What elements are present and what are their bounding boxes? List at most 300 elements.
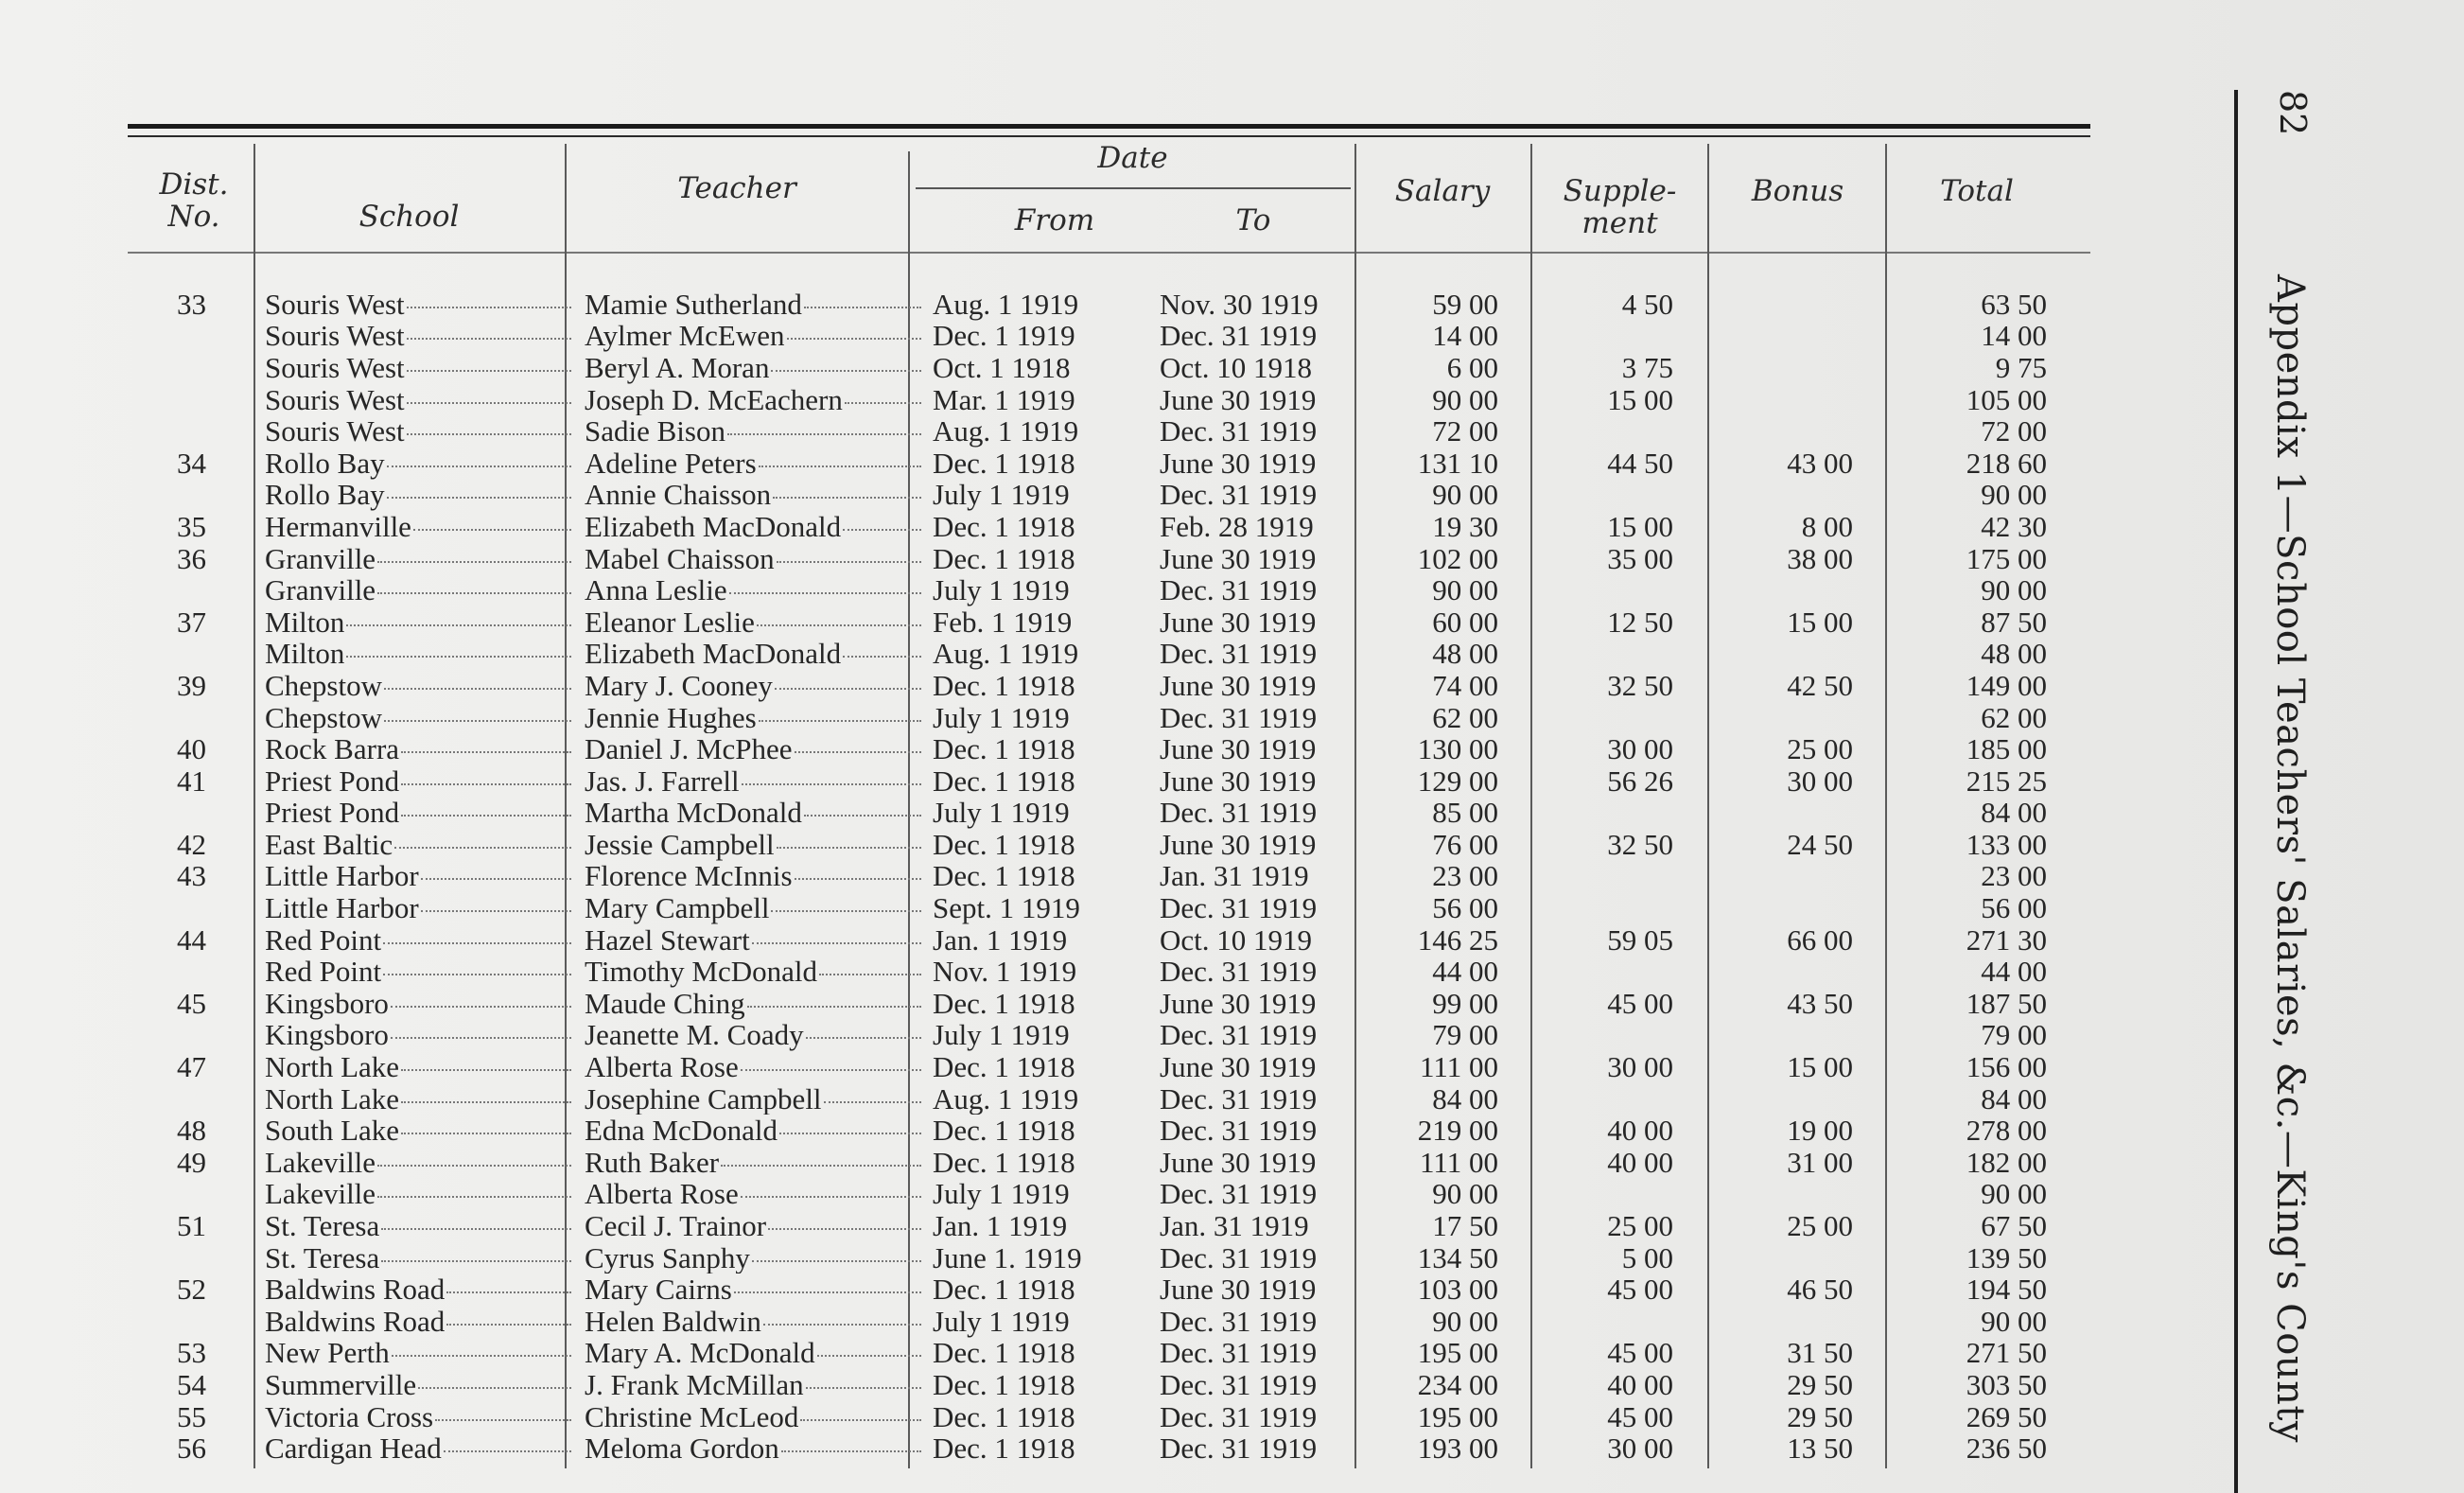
date-to: Nov. 30 1919 bbox=[1160, 289, 1319, 321]
dot-leader bbox=[824, 1099, 921, 1103]
dist-number bbox=[128, 702, 255, 734]
date-from: Oct. 1 1918 bbox=[933, 352, 1071, 384]
dot-leader bbox=[407, 305, 571, 308]
dot-leader bbox=[377, 1163, 571, 1167]
dist-number bbox=[128, 1179, 255, 1211]
bonus-amount: 43 50 bbox=[1787, 988, 1853, 1020]
dist-number: 33 bbox=[177, 289, 206, 321]
table-row bbox=[128, 1369, 2085, 1401]
salary-amount: 72 00 bbox=[1432, 415, 1498, 448]
dot-leader bbox=[387, 464, 571, 467]
teacher-name: Annie Chaisson bbox=[577, 480, 927, 512]
dot-leader bbox=[843, 654, 921, 658]
salary-amount: 23 00 bbox=[1432, 860, 1498, 893]
date-from: July 1 1919 bbox=[933, 797, 1070, 830]
table-row bbox=[128, 639, 2085, 671]
table-row bbox=[128, 1401, 2085, 1433]
teacher-name: Edna McDonald bbox=[577, 1115, 927, 1147]
total-amount: 90 00 bbox=[1981, 1178, 2047, 1211]
supplement-amount: 56 26 bbox=[1607, 764, 1673, 798]
supplement-amount bbox=[1527, 1179, 1702, 1211]
dist-number bbox=[128, 956, 255, 988]
school-name: Chepstow bbox=[255, 670, 577, 702]
dist-number bbox=[128, 1242, 255, 1274]
dot-leader bbox=[806, 1385, 921, 1389]
total-amount: 271 30 bbox=[1966, 923, 2047, 957]
dot-leader bbox=[346, 623, 571, 626]
dot-leader bbox=[779, 1131, 921, 1134]
table-row bbox=[128, 606, 2085, 639]
bonus-amount: 8 00 bbox=[1801, 511, 1853, 543]
bonus-amount: 66 00 bbox=[1787, 923, 1853, 957]
date-from: Jan. 1 1919 bbox=[933, 1210, 1068, 1242]
date-to: Dec. 31 1919 bbox=[1160, 701, 1318, 734]
salary-amount: 90 00 bbox=[1432, 574, 1498, 606]
salary-amount: 90 00 bbox=[1432, 383, 1498, 416]
salary-amount: 14 00 bbox=[1432, 320, 1498, 353]
date-to: Dec. 31 1919 bbox=[1160, 574, 1318, 606]
dist-number bbox=[128, 798, 255, 830]
date-from: Dec. 1 1918 bbox=[933, 1273, 1075, 1306]
school-name: Souris West bbox=[255, 352, 577, 384]
total-amount: 84 00 bbox=[1981, 797, 2047, 830]
dist-number: 48 bbox=[177, 1115, 206, 1148]
total-amount: 67 50 bbox=[1981, 1210, 2047, 1242]
total-amount: 62 00 bbox=[1981, 701, 2047, 734]
teacher-name: Adeline Peters bbox=[577, 448, 927, 480]
teacher-name: Mary A. McDonald bbox=[577, 1338, 927, 1370]
dot-leader bbox=[752, 1258, 921, 1262]
dot-leader bbox=[729, 590, 921, 594]
dist-number bbox=[128, 415, 255, 448]
supplement-amount bbox=[1527, 639, 1702, 671]
supplement-amount bbox=[1527, 1020, 1702, 1052]
dot-leader bbox=[795, 749, 921, 753]
date-from: July 1 1919 bbox=[933, 479, 1070, 512]
date-to: Dec. 31 1919 bbox=[1160, 1082, 1318, 1115]
dot-leader bbox=[421, 908, 571, 912]
total-amount: 139 50 bbox=[1966, 1241, 2047, 1274]
supplement-amount bbox=[1527, 574, 1702, 606]
dist-number: 54 bbox=[177, 1369, 206, 1401]
total-amount: 303 50 bbox=[1966, 1369, 2047, 1401]
table-row bbox=[128, 988, 2085, 1020]
table-row bbox=[128, 733, 2085, 765]
total-amount: 271 50 bbox=[1966, 1337, 2047, 1370]
dist-number: 34 bbox=[177, 447, 206, 480]
date-to: June 30 1919 bbox=[1160, 1273, 1317, 1306]
bonus-amount: 29 50 bbox=[1787, 1369, 1853, 1401]
salary-amount: 56 00 bbox=[1432, 892, 1498, 924]
dot-leader bbox=[446, 1290, 571, 1293]
header-second-rule bbox=[128, 135, 2090, 137]
bonus-amount bbox=[1702, 639, 1881, 671]
teacher-name: Josephine Campbell bbox=[577, 1083, 927, 1115]
header-bonus: Bonus bbox=[1751, 174, 1844, 208]
salary-amount: 76 00 bbox=[1432, 829, 1498, 861]
table-row bbox=[128, 1020, 2085, 1052]
dist-number: 51 bbox=[177, 1210, 206, 1242]
date-to: June 30 1919 bbox=[1160, 1147, 1317, 1179]
dot-leader bbox=[759, 464, 921, 467]
salary-table-body bbox=[128, 289, 2085, 1465]
dot-leader bbox=[394, 845, 571, 849]
header-from: From bbox=[1014, 203, 1095, 237]
teacher-name: Christine McLeod bbox=[577, 1401, 927, 1433]
salary-amount: 195 00 bbox=[1417, 1400, 1498, 1433]
salary-amount: 17 50 bbox=[1432, 1210, 1498, 1242]
dist-number: 56 bbox=[177, 1432, 206, 1465]
total-amount: 187 50 bbox=[1966, 988, 2047, 1020]
date-to: June 30 1919 bbox=[1160, 447, 1317, 480]
bonus-amount bbox=[1702, 384, 1881, 416]
salary-amount: 130 00 bbox=[1417, 733, 1498, 765]
dot-leader bbox=[727, 431, 921, 435]
dot-leader bbox=[401, 749, 571, 753]
dot-leader bbox=[752, 940, 921, 944]
total-amount: 90 00 bbox=[1981, 1306, 2047, 1338]
dot-leader bbox=[383, 940, 571, 944]
teacher-name: Anna Leslie bbox=[577, 574, 927, 606]
supplement-amount: 40 00 bbox=[1607, 1147, 1673, 1179]
binding-rule bbox=[2234, 90, 2238, 1493]
teacher-name: Ruth Baker bbox=[577, 1147, 927, 1179]
total-amount: 63 50 bbox=[1981, 289, 2047, 321]
date-from: Dec. 1 1918 bbox=[933, 860, 1075, 893]
total-amount: 149 00 bbox=[1966, 670, 2047, 702]
dist-number: 45 bbox=[177, 988, 206, 1020]
dot-leader bbox=[742, 782, 921, 785]
supplement-amount: 30 00 bbox=[1607, 733, 1673, 765]
header-supplement-line2: ment bbox=[1582, 206, 1658, 240]
salary-amount: 102 00 bbox=[1417, 542, 1498, 575]
dist-number bbox=[128, 574, 255, 606]
teacher-name: Jessie Campbell bbox=[577, 829, 927, 861]
dot-leader bbox=[817, 1353, 921, 1357]
table-row bbox=[128, 511, 2085, 543]
supplement-amount: 30 00 bbox=[1607, 1432, 1673, 1465]
dist-number: 44 bbox=[177, 923, 206, 957]
bonus-amount bbox=[1702, 1242, 1881, 1274]
teacher-name: Alberta Rose bbox=[577, 1051, 927, 1083]
salary-amount: 79 00 bbox=[1432, 1019, 1498, 1052]
teacher-name: Alberta Rose bbox=[577, 1179, 927, 1211]
supplement-amount: 12 50 bbox=[1607, 606, 1673, 639]
dot-leader bbox=[804, 813, 921, 817]
supplement-amount bbox=[1527, 956, 1702, 988]
total-amount: 87 50 bbox=[1981, 606, 2047, 639]
date-from: Dec. 1 1918 bbox=[933, 670, 1075, 702]
dot-leader bbox=[795, 876, 921, 880]
bonus-amount: 25 00 bbox=[1787, 733, 1853, 765]
date-to: June 30 1919 bbox=[1160, 606, 1317, 639]
date-from: Dec. 1 1919 bbox=[933, 320, 1075, 353]
teacher-name: Joseph D. McEachern bbox=[577, 384, 927, 416]
school-name: Granville bbox=[255, 574, 577, 606]
supplement-amount bbox=[1527, 415, 1702, 448]
date-from: June 1. 1919 bbox=[933, 1241, 1082, 1274]
school-name: Souris West bbox=[255, 321, 577, 353]
total-amount: 156 00 bbox=[1966, 1051, 2047, 1083]
dot-leader bbox=[377, 559, 571, 563]
header-dist-no bbox=[142, 168, 246, 233]
table-row bbox=[128, 384, 2085, 416]
dot-leader bbox=[757, 623, 921, 626]
supplement-amount: 44 50 bbox=[1607, 447, 1673, 480]
bonus-amount bbox=[1702, 956, 1881, 988]
salary-amount: 131 10 bbox=[1417, 447, 1498, 480]
total-amount: 56 00 bbox=[1981, 892, 2047, 924]
dot-leader bbox=[413, 527, 571, 531]
date-from: Dec. 1 1918 bbox=[933, 1115, 1075, 1148]
bonus-amount bbox=[1702, 1306, 1881, 1338]
table-row bbox=[128, 1147, 2085, 1179]
dot-leader bbox=[777, 559, 921, 563]
salary-amount: 111 00 bbox=[1420, 1051, 1498, 1083]
date-from: Aug. 1 1919 bbox=[933, 638, 1079, 671]
teacher-name: Eleanor Leslie bbox=[577, 606, 927, 639]
dist-number: 55 bbox=[177, 1400, 206, 1433]
header-dist-line1: Dist. bbox=[159, 167, 229, 202]
supplement-amount bbox=[1527, 892, 1702, 924]
bonus-amount: 42 50 bbox=[1787, 670, 1853, 702]
total-amount: 218 60 bbox=[1966, 447, 2047, 480]
dot-leader bbox=[401, 1067, 571, 1071]
dot-leader bbox=[444, 1449, 571, 1452]
date-to: Dec. 31 1919 bbox=[1160, 1369, 1318, 1401]
bonus-amount bbox=[1702, 415, 1881, 448]
supplement-amount: 45 00 bbox=[1607, 1273, 1673, 1306]
school-name: Kingsboro bbox=[255, 988, 577, 1020]
school-name: North Lake bbox=[255, 1051, 577, 1083]
date-to: June 30 1919 bbox=[1160, 733, 1317, 765]
dot-leader bbox=[421, 876, 571, 880]
date-from: Dec. 1 1918 bbox=[933, 542, 1075, 575]
table-row bbox=[128, 1242, 2085, 1274]
table-row bbox=[128, 892, 2085, 924]
supplement-amount bbox=[1527, 1306, 1702, 1338]
school-name: Summerville bbox=[255, 1369, 577, 1401]
teacher-name: Jennie Hughes bbox=[577, 702, 927, 734]
bonus-amount bbox=[1702, 321, 1881, 353]
school-name: Priest Pond bbox=[255, 765, 577, 798]
dist-number bbox=[128, 892, 255, 924]
dist-number: 40 bbox=[177, 733, 206, 765]
supplement-amount: 59 05 bbox=[1607, 923, 1673, 957]
school-name: New Perth bbox=[255, 1338, 577, 1370]
date-to: Feb. 28 1919 bbox=[1160, 511, 1314, 543]
date-to: June 30 1919 bbox=[1160, 829, 1317, 861]
total-amount: 84 00 bbox=[1981, 1082, 2047, 1115]
school-name: Victoria Cross bbox=[255, 1401, 577, 1433]
date-to: Dec. 31 1919 bbox=[1160, 1432, 1318, 1465]
school-name: Red Point bbox=[255, 956, 577, 988]
date-from: Dec. 1 1918 bbox=[933, 829, 1075, 861]
dot-leader bbox=[392, 1353, 571, 1357]
dot-leader bbox=[407, 368, 571, 372]
bonus-amount bbox=[1702, 798, 1881, 830]
date-from: Dec. 1 1918 bbox=[933, 1369, 1075, 1401]
table-row bbox=[128, 1338, 2085, 1370]
date-to: Oct. 10 1919 bbox=[1160, 923, 1313, 957]
salary-amount: 234 00 bbox=[1417, 1369, 1498, 1401]
table-row bbox=[128, 1306, 2085, 1338]
table-row bbox=[128, 352, 2085, 384]
salary-amount: 134 50 bbox=[1417, 1241, 1498, 1274]
school-name: Rollo Bay bbox=[255, 480, 577, 512]
table-row bbox=[128, 924, 2085, 957]
dot-leader bbox=[759, 718, 921, 722]
dist-number bbox=[128, 1020, 255, 1052]
teacher-name: Timothy McDonald bbox=[577, 956, 927, 988]
teacher-name: Beryl A. Moran bbox=[577, 352, 927, 384]
header-total: Total bbox=[1940, 174, 2014, 208]
dot-leader bbox=[377, 1194, 571, 1198]
school-name: Kingsboro bbox=[255, 1020, 577, 1052]
dot-leader bbox=[771, 908, 921, 912]
date-from: July 1 1919 bbox=[933, 574, 1070, 606]
table-row bbox=[128, 543, 2085, 575]
salary-amount: 84 00 bbox=[1432, 1082, 1498, 1115]
running-title: Appendix 1—School Teachers' Salaries, &c.—King's County bbox=[2268, 274, 2312, 1443]
dot-leader bbox=[843, 527, 921, 531]
dot-leader bbox=[391, 1035, 571, 1039]
date-to: Dec. 31 1919 bbox=[1160, 415, 1318, 448]
table-row bbox=[128, 321, 2085, 353]
total-amount: 42 30 bbox=[1981, 511, 2047, 543]
school-name: Hermanville bbox=[255, 511, 577, 543]
table-row bbox=[128, 798, 2085, 830]
table-row bbox=[128, 574, 2085, 606]
dot-leader bbox=[768, 1226, 921, 1230]
dot-leader bbox=[401, 782, 571, 785]
table-row bbox=[128, 956, 2085, 988]
dot-leader bbox=[741, 1067, 921, 1071]
teacher-name: Mary Campbell bbox=[577, 892, 927, 924]
supplement-amount bbox=[1527, 861, 1702, 893]
dist-number: 52 bbox=[177, 1273, 206, 1306]
date-to: Dec. 31 1919 bbox=[1160, 956, 1318, 989]
total-amount: 23 00 bbox=[1981, 860, 2047, 893]
total-amount: 185 00 bbox=[1966, 733, 2047, 765]
total-amount: 48 00 bbox=[1981, 638, 2047, 671]
date-from: Dec. 1 1918 bbox=[933, 764, 1075, 798]
date-from: Sept. 1 1919 bbox=[933, 892, 1080, 924]
school-name: Little Harbor bbox=[255, 861, 577, 893]
date-from: Dec. 1 1918 bbox=[933, 1432, 1075, 1465]
supplement-amount: 3 75 bbox=[1621, 352, 1673, 384]
dist-number bbox=[128, 1083, 255, 1115]
date-to: Dec. 31 1919 bbox=[1160, 1337, 1318, 1370]
school-name: Rollo Bay bbox=[255, 448, 577, 480]
school-name: North Lake bbox=[255, 1083, 577, 1115]
header-teacher: Teacher bbox=[677, 171, 796, 205]
date-to: Dec. 31 1919 bbox=[1160, 1178, 1318, 1211]
supplement-amount: 40 00 bbox=[1607, 1115, 1673, 1148]
dot-leader bbox=[383, 972, 571, 975]
header-date: Date bbox=[1097, 141, 1168, 175]
supplement-amount: 30 00 bbox=[1607, 1051, 1673, 1083]
teacher-name: Aylmer McEwen bbox=[577, 321, 927, 353]
dot-leader bbox=[800, 1417, 921, 1421]
page-number: 82 bbox=[2272, 90, 2314, 136]
dot-leader bbox=[401, 1099, 571, 1103]
bonus-amount bbox=[1702, 861, 1881, 893]
dot-leader bbox=[747, 1004, 921, 1008]
bonus-amount: 15 00 bbox=[1787, 606, 1853, 639]
dot-leader bbox=[806, 1035, 921, 1039]
bonus-amount bbox=[1702, 1020, 1881, 1052]
date-to: June 30 1919 bbox=[1160, 670, 1317, 702]
table-row bbox=[128, 1179, 2085, 1211]
school-name: Cardigan Head bbox=[255, 1432, 577, 1465]
salary-amount: 90 00 bbox=[1432, 1306, 1498, 1338]
school-name: Baldwins Road bbox=[255, 1306, 577, 1338]
date-to: June 30 1919 bbox=[1160, 542, 1317, 575]
teacher-name: Helen Baldwin bbox=[577, 1306, 927, 1338]
teacher-name: Martha McDonald bbox=[577, 798, 927, 830]
dot-leader bbox=[401, 813, 571, 817]
table-row bbox=[128, 1051, 2085, 1083]
salary-amount: 6 00 bbox=[1446, 352, 1498, 384]
salary-amount: 146 25 bbox=[1417, 923, 1498, 957]
dot-leader bbox=[435, 1417, 571, 1421]
date-from: Jan. 1 1919 bbox=[933, 923, 1068, 957]
dot-leader bbox=[407, 336, 571, 340]
dot-leader bbox=[377, 590, 571, 594]
date-from: Dec. 1 1918 bbox=[933, 511, 1075, 543]
table-row bbox=[128, 415, 2085, 448]
school-name: Souris West bbox=[255, 415, 577, 448]
total-amount: 182 00 bbox=[1966, 1147, 2047, 1179]
bonus-amount: 30 00 bbox=[1787, 764, 1853, 798]
date-to: Dec. 31 1919 bbox=[1160, 479, 1318, 512]
total-amount: 236 50 bbox=[1966, 1432, 2047, 1465]
school-name: East Baltic bbox=[255, 829, 577, 861]
table-row bbox=[128, 1273, 2085, 1306]
date-from: Dec. 1 1918 bbox=[933, 1051, 1075, 1083]
supplement-amount: 45 00 bbox=[1607, 1400, 1673, 1433]
dot-leader bbox=[741, 1194, 921, 1198]
school-name: Lakeville bbox=[255, 1147, 577, 1179]
salary-amount: 85 00 bbox=[1432, 797, 1498, 830]
supplement-amount bbox=[1527, 798, 1702, 830]
table-row bbox=[128, 670, 2085, 702]
teacher-name: Cecil J. Trainor bbox=[577, 1210, 927, 1242]
supplement-amount: 32 50 bbox=[1607, 829, 1673, 861]
teacher-name: Mabel Chaisson bbox=[577, 543, 927, 575]
salary-amount: 219 00 bbox=[1417, 1115, 1498, 1148]
salary-table bbox=[128, 289, 2085, 1465]
supplement-amount: 32 50 bbox=[1607, 670, 1673, 702]
teacher-name: Meloma Gordon bbox=[577, 1432, 927, 1465]
date-from: Dec. 1 1918 bbox=[933, 447, 1075, 480]
dist-number: 36 bbox=[177, 542, 206, 575]
school-name: Rock Barra bbox=[255, 733, 577, 765]
supplement-amount: 45 00 bbox=[1607, 1337, 1673, 1370]
dot-leader bbox=[346, 654, 571, 658]
dist-number: 41 bbox=[177, 764, 206, 798]
date-from: Mar. 1 1919 bbox=[933, 383, 1075, 416]
school-name: Souris West bbox=[255, 289, 577, 321]
supplement-amount: 40 00 bbox=[1607, 1369, 1673, 1401]
date-from: Dec. 1 1918 bbox=[933, 1400, 1075, 1433]
teacher-name: Daniel J. McPhee bbox=[577, 733, 927, 765]
date-to: June 30 1919 bbox=[1160, 764, 1317, 798]
date-to: Dec. 31 1919 bbox=[1160, 1115, 1318, 1148]
supplement-amount bbox=[1527, 480, 1702, 512]
supplement-amount bbox=[1527, 321, 1702, 353]
